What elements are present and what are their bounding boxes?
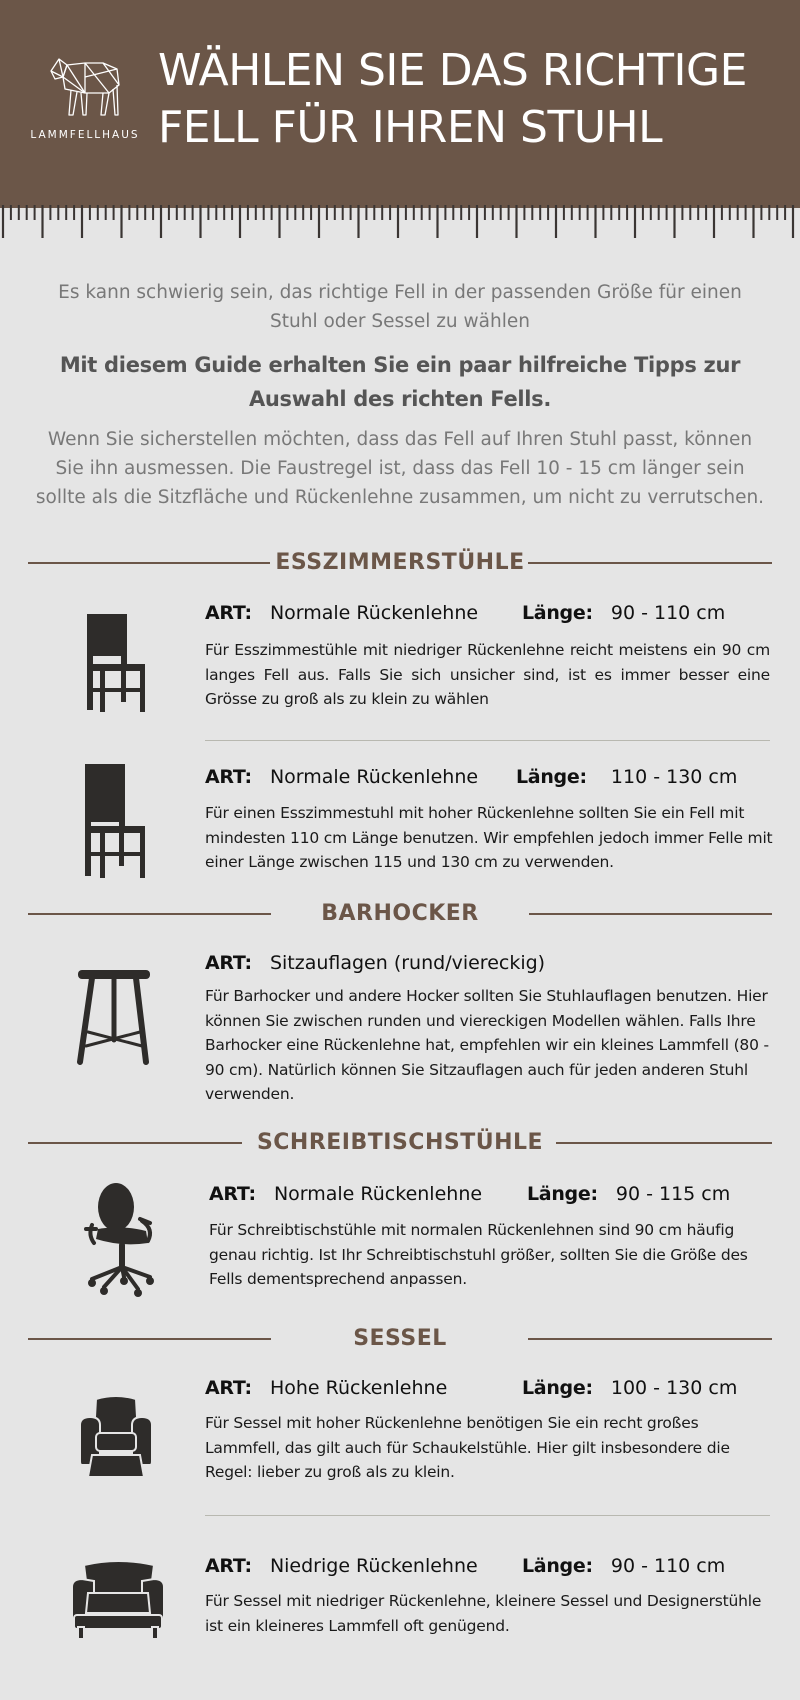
logo-text: LAMMFELLHAUS — [30, 129, 140, 141]
intro-text: Es kann schwierig sein, das richtige Fell in der passenden Größe für einen Stuhl oder Sessel zu wählen — [58, 282, 742, 332]
art-label: ART: — [205, 952, 252, 974]
sheep-logo-icon — [45, 55, 125, 119]
laenge-value: 90 - 115 cm — [615, 1183, 731, 1205]
art-label: ART: — [205, 1555, 252, 1577]
section-heading-sessel — [28, 1324, 772, 1354]
laenge-label: Länge: — [522, 1377, 593, 1399]
page-title-line-2: FELL FÜR IHREN STUHL — [158, 102, 663, 153]
entry-description: Für Barhocker und andere Hocker sollten Sie Stuhlauflagen benutzen. Hier können Sie zwischen runden und viereckigen Modellen wählen. Falls Ihre Barhocker eine Rückenlehne hat, empfehlen wir ein kleines Lammfell (80 - 90 cm). Natürlich können Sie Sitzauflagen auch für jeden anderen Stuhl verwenden. — [205, 987, 769, 1103]
section-heading-schreibtischstuehle — [28, 1128, 772, 1158]
entry-description: Für einen Esszimmestuhl mit hoher Rückenlehne sollten Sie ein Fell mit mindesten 110 cm Länge benutzen. Wir empfehlen jedoch immer Felle mit einer Länge zwischen 115 und 130 cm zu verwenden. — [205, 804, 773, 871]
art-label: ART: — [205, 766, 252, 788]
measuring-tape-ruler — [0, 205, 800, 245]
entry-separator — [205, 740, 770, 741]
low-armchair-icon — [70, 1559, 166, 1641]
dining-chair-high-icon — [80, 764, 152, 878]
art-value: Normale Rückenlehne — [269, 602, 479, 624]
page-title-line-1: WÄHLEN SIE DAS RICHTIGE — [158, 45, 747, 96]
laenge-value: 110 - 130 cm — [610, 766, 738, 788]
laenge-label: Länge: — [527, 1183, 598, 1205]
art-label: ART: — [209, 1183, 256, 1205]
laenge-label: Länge: — [522, 602, 593, 624]
entry-description: Für Sessel mit hoher Rückenlehne benötigen Sie ein recht großes Lammfell, das gilt auch für Schaukelstühle. Hier gilt insbesondere die Regel: lieber zu groß als zu klein. — [205, 1414, 730, 1481]
laenge-label: Länge: — [516, 766, 587, 788]
dining-chair-low-icon — [80, 612, 152, 716]
section-heading-barhocker — [28, 899, 772, 929]
entry-separator — [205, 1515, 770, 1516]
laenge-label: Länge: — [522, 1555, 593, 1577]
section-title: SCHREIBTISCHSTÜHLE — [256, 1130, 544, 1155]
art-label: ART: — [205, 1377, 252, 1399]
art-value: Normale Rückenlehne — [269, 766, 479, 788]
laenge-value: 90 - 110 cm — [610, 602, 726, 624]
office-chair-icon — [84, 1181, 158, 1299]
logo — [26, 55, 144, 141]
section-heading-esszimmerstuehle — [28, 548, 772, 578]
section-title: BARHOCKER — [321, 901, 479, 926]
page-title — [158, 42, 788, 156]
intro-rule-of-thumb: Wenn Sie sicherstellen möchten, dass das Fell auf Ihren Stuhl passt, können Sie ihn ausmessen. Die Faustregel ist, dass das Fell 10 - 15 cm länger sein sollte als die Sitzfläche und Rückenlehne zusammen, um nicht zu verrutschen. — [35, 429, 765, 508]
art-label: ART: — [205, 602, 252, 624]
laenge-value: 90 - 110 cm — [610, 1555, 726, 1577]
header-banner — [0, 0, 800, 205]
ruler-top-edge — [0, 205, 800, 208]
art-value: Niedrige Rückenlehne — [269, 1555, 478, 1577]
art-value: Normale Rückenlehne — [273, 1183, 483, 1205]
laenge-value: 100 - 130 cm — [610, 1377, 738, 1399]
section-title: SESSEL — [353, 1326, 447, 1351]
section-title: ESSZIMMERSTÜHLE — [275, 550, 525, 575]
bar-stool-icon — [76, 968, 152, 1066]
art-value: Sitzauflagen (rund/viereckig) — [269, 952, 546, 974]
art-value: Hohe Rückenlehne — [269, 1377, 448, 1399]
entry-description: Für Esszimmestühle mit niedriger Rückenlehne reicht meistens ein 90 cm langes Fell aus. Falls Sie sich unsicher sind, ist es immer besser eine Grösse zu groß als zu klein zu wählen — [205, 641, 770, 708]
entry-description: Für Sessel mit niedriger Rückenlehne, kleinere Sessel und Designerstühle ist ein kleineres Lammfell oft genügend. — [205, 1592, 762, 1635]
recliner-armchair-icon — [78, 1395, 154, 1481]
entry-description: Für Schreibtischstühle mit normalen Rückenlehnen sind 90 cm häufig genau richtig. Ist Ihr Schreibtischstuhl größer, sollten Sie die Größe des Fells dementsprechend anpassen. — [209, 1221, 748, 1288]
intro-highlight: Mit diesem Guide erhalten Sie ein paar hilfreiche Tipps zur Auswahl des richten Fells. — [59, 353, 741, 411]
